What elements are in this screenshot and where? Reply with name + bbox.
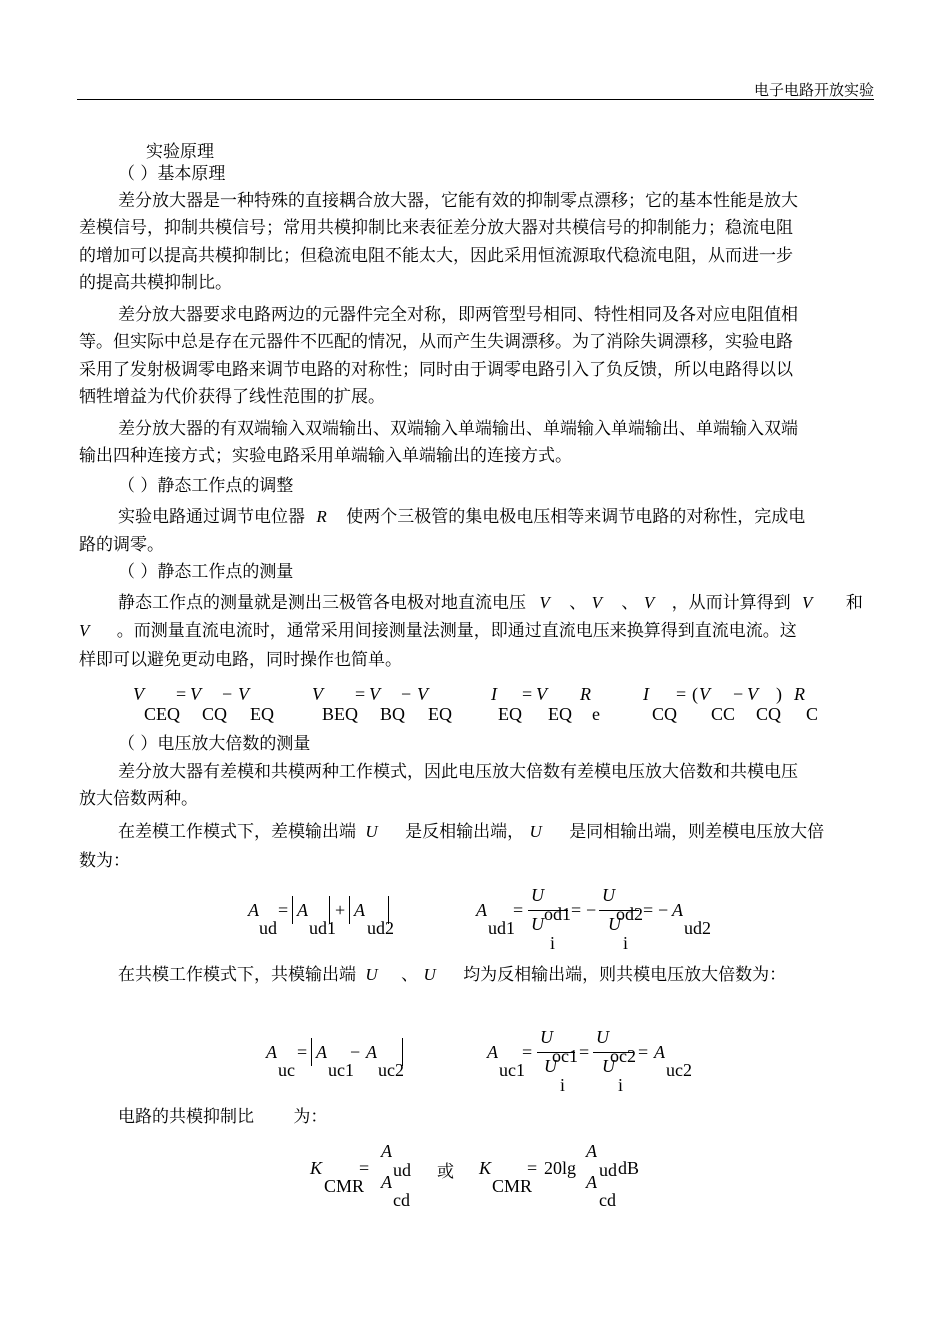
eq3-sub-e: e	[592, 704, 600, 724]
c1-sub-uc1: uc1	[328, 1060, 354, 1080]
d1-sub-ud2: ud2	[367, 918, 394, 938]
eq4-v2: V	[747, 684, 758, 704]
eq4-sub-c: C	[806, 704, 819, 724]
c2-a: A	[487, 1042, 498, 1062]
subsection-basic-heading: （ ）基本原理	[118, 164, 226, 184]
eq1-sub-cq: CQ	[202, 704, 228, 724]
p1-line-3: 的增加可以提高共模抑制比；但稳流电阻不能太大，因此采用恒流源取代稳流电阻，从而进一步	[79, 245, 793, 266]
eq3-r: R	[580, 684, 591, 704]
eq2-eq: =	[355, 684, 366, 704]
p3-line-2: 输出四种连接方式；实验电路采用单端输入单端输出的连接方式。	[79, 446, 572, 467]
d1-plus: +	[335, 900, 346, 920]
p8-sep: 、	[401, 965, 419, 985]
d2-sub-od1: od1	[544, 904, 571, 924]
k1-eq: =	[359, 1158, 370, 1178]
d2-minus: −	[586, 900, 597, 920]
p1-line-2: 差模信号，抑制共模信号；常用共模抑制比来表征差分放大器对共模信号的抑制能力；稳流电阻	[79, 218, 793, 239]
paragraph-8	[118, 960, 786, 985]
paragraph-9	[118, 1102, 327, 1127]
subsection-static-measure-heading: （ ）静态工作点的测量	[118, 562, 294, 582]
c2-frac-line-2	[593, 1052, 633, 1053]
p7-text-b: 是反相输出端，	[405, 822, 525, 842]
k1-sub-ud: ud	[393, 1160, 411, 1180]
p4-text-b: 使两个三极管的集电极电压相等来调节电路的对称性，完成电	[346, 507, 806, 527]
k2-sub-cd: cd	[599, 1190, 616, 1210]
paragraph-6	[79, 759, 872, 814]
paragraph-4-line-1	[118, 502, 805, 527]
d1-sub-ud: ud	[259, 918, 277, 938]
eq4-sub-cc: CC	[711, 704, 736, 724]
k2-a-den: A	[586, 1172, 597, 1192]
c2-u-den: U	[544, 1056, 557, 1076]
d1-eq: =	[278, 900, 289, 920]
eq1-v3: V	[238, 684, 249, 704]
c2-sub-oc2: oc2	[610, 1046, 636, 1066]
k2-a-num: A	[586, 1141, 597, 1161]
header-title: 电子电路开放实验	[753, 81, 874, 99]
k2-db: dB	[618, 1158, 640, 1178]
p5-sep-1: 、	[569, 593, 587, 613]
eq3-i: I	[491, 684, 497, 704]
eq1-sub-ceq: CEQ	[144, 704, 180, 724]
d2-eq3: =	[643, 900, 654, 920]
c2-eq: =	[522, 1042, 533, 1062]
d2-sub-i: i	[550, 933, 556, 953]
c2-frac-line-1	[537, 1052, 575, 1053]
p5-var-2: V	[591, 593, 602, 612]
p5-text-a: 静态工作点的测量就是测出三极管各电极对地直流电压	[118, 593, 526, 613]
eq4-rparen: )	[776, 684, 782, 704]
c1-minus: −	[350, 1042, 361, 1062]
cmrr-or: 或	[437, 1162, 454, 1182]
header-rule	[77, 99, 874, 100]
c1-eq: =	[297, 1042, 308, 1062]
eq4-r: R	[794, 684, 805, 704]
c1-a: A	[266, 1042, 277, 1062]
p2-line-2: 等。但实际中总是存在元器件不匹配的情况，从而产生失调漂移。为了消除失调漂移，实验电路	[79, 332, 793, 353]
c2-sub-uc1: uc1	[499, 1060, 525, 1080]
d1-a2: A	[354, 900, 365, 920]
c2-sub-uc2: uc2	[666, 1060, 692, 1080]
k1-a-num: A	[381, 1141, 392, 1161]
k2-20lg: 20lg	[544, 1158, 577, 1178]
eq2-v2: V	[369, 684, 380, 704]
k2-k: K	[479, 1158, 492, 1178]
d2-sub-i2: i	[623, 933, 629, 953]
c1-a2: A	[366, 1042, 377, 1062]
paragraph-2	[79, 302, 872, 411]
p3-line-1: 差分放大器的有双端输入双端输出、双端输入单端输出、单端输入单端输出、单端输入双端	[118, 419, 798, 439]
eq2-v: V	[312, 684, 323, 704]
eq1-minus: −	[222, 684, 233, 704]
p5-var-1: V	[539, 593, 550, 612]
d1-a1: A	[297, 900, 308, 920]
p1-line-1: 差分放大器是一种特殊的直接耦合放大器，它能有效的抑制零点漂移；它的基本性能是放大	[118, 191, 798, 211]
c1-sub-uc2: uc2	[378, 1060, 404, 1080]
p5-var-3: V	[643, 593, 655, 612]
p7-var-u1: U	[365, 822, 378, 841]
p8-var-u2: U	[423, 965, 436, 984]
d2-frac-line-2	[599, 910, 639, 911]
eq4-lparen: (	[692, 684, 698, 704]
c1-abs-bar-1	[311, 1038, 312, 1066]
c2-sub-i: i	[560, 1075, 566, 1095]
eq2-v3: V	[417, 684, 428, 704]
p5-var-5: V	[79, 621, 90, 640]
eq3-eq: =	[522, 684, 533, 704]
p7-text-a: 在差模工作模式下，差模输出端	[118, 822, 356, 842]
p7-var-u2: U	[529, 822, 542, 841]
d1-abs-bar-4	[388, 896, 389, 924]
eq1-v: V	[133, 684, 144, 704]
d2-sub-ud2: ud2	[684, 918, 711, 938]
p1-line-4: 的提高共模抑制比。	[79, 272, 232, 293]
p9-text-a: 电路的共模抑制比	[118, 1107, 254, 1127]
paragraph-5-line-1	[118, 588, 863, 613]
p5-and: 和	[845, 593, 863, 613]
k1-sub-cd: cd	[393, 1190, 410, 1210]
d2-minus2: −	[658, 900, 669, 920]
c2-eq3: =	[638, 1042, 649, 1062]
paragraph-7-line-1	[118, 817, 824, 842]
d2-sub-od2: od2	[616, 904, 643, 924]
eq2-minus: −	[401, 684, 412, 704]
p5-var-4: V	[802, 593, 813, 612]
c2-u-num2: U	[596, 1027, 609, 1047]
d1-a: A	[248, 900, 259, 920]
paragraph-7-line-2: 数为：	[79, 851, 130, 871]
d2-eq: =	[513, 900, 524, 920]
p5-text-b: ，从而计算得到	[671, 593, 791, 613]
k1-a-den: A	[381, 1172, 392, 1192]
paragraph-3	[79, 416, 872, 471]
eq4-sub-cq2: CQ	[756, 704, 782, 724]
d2-u-num: U	[531, 885, 544, 905]
eq1-v2: V	[190, 684, 201, 704]
p5-sep-2: 、	[621, 593, 639, 613]
eq2-sub-beq: BEQ	[322, 704, 358, 724]
p8-var-u1: U	[365, 965, 378, 984]
p6-line-1: 差分放大器有差模和共模两种工作模式，因此电压放大倍数有差模电压放大倍数和共模电压	[118, 762, 798, 782]
d2-u-den2: U	[608, 914, 621, 934]
c2-sub-oc1: oc1	[552, 1046, 578, 1066]
paragraph-5-line-3: 样即可以避免更动电路，同时操作也简单。	[79, 650, 402, 670]
p2-line-1: 差分放大器要求电路两边的元器件完全对称，即两管型号相同、特性相同及各对应电阻值相	[118, 305, 798, 325]
d2-frac-line-1	[528, 910, 568, 911]
c2-u-den2: U	[602, 1056, 615, 1076]
d2-sub-ud1: ud1	[488, 918, 515, 938]
p8-text-a: 在共模工作模式下，共模输出端	[118, 965, 356, 985]
eq1-sub-eq: EQ	[250, 704, 274, 724]
eq4-minus: −	[733, 684, 744, 704]
k1-k: K	[310, 1158, 323, 1178]
paragraph-4-line-2: 路的调零。	[79, 535, 164, 555]
paragraph-5-line-2	[79, 616, 797, 641]
k2-eq: =	[527, 1158, 538, 1178]
eq1-eq: =	[176, 684, 187, 704]
k2-sub-cmr: CMR	[492, 1176, 533, 1196]
eq3-sub-eq2: EQ	[548, 704, 572, 724]
c1-sub-uc: uc	[278, 1060, 295, 1080]
d1-abs-bar-3	[349, 896, 350, 924]
c2-u-num: U	[540, 1027, 553, 1047]
p9-text-b: 为：	[293, 1107, 328, 1127]
subsection-gain-heading: （ ）电压放大倍数的测量	[118, 734, 311, 754]
p2-line-3: 采用了发射极调零电路来调节电路的对称性；同时由于调零电路引入了负反馈，所以电路得以以	[79, 359, 793, 380]
k1-sub-cmr: CMR	[324, 1176, 365, 1196]
d2-eq2: =	[571, 900, 582, 920]
c2-a2: A	[654, 1042, 665, 1062]
d2-u-den: U	[531, 914, 544, 934]
d1-abs-bar-2	[329, 896, 330, 924]
eq3-sub-eq: EQ	[498, 704, 522, 724]
d2-a: A	[476, 900, 487, 920]
d1-abs-bar-1	[292, 896, 293, 924]
c1-abs-bar-2	[402, 1038, 403, 1066]
c2-sub-i2: i	[618, 1075, 624, 1095]
subsection-static-adjust-heading: （ ）静态工作点的调整	[118, 476, 294, 496]
eq2-sub-bq: BQ	[380, 704, 406, 724]
d2-u-num2: U	[602, 885, 615, 905]
eq2-sub-eq: EQ	[428, 704, 452, 724]
p7-text-c: 是同相输出端，则差模电压放大倍	[569, 822, 825, 842]
p2-line-4: 牺牲增益为代价获得了线性范围的扩展。	[79, 386, 385, 407]
paragraph-1	[79, 188, 872, 297]
k2-sub-ud: ud	[599, 1160, 617, 1180]
section-title: 实验原理	[146, 142, 214, 162]
p4-var-r: R	[316, 507, 327, 526]
eq4-i: I	[643, 684, 649, 704]
c2-eq2: =	[579, 1042, 590, 1062]
p5-text-c: 。而测量直流电流时，通常采用间接测量法测量，即通过直流电压来换算得到直流电流。这	[116, 621, 797, 641]
eq4-eq: =	[676, 684, 687, 704]
eq4-sub-cq: CQ	[652, 704, 678, 724]
eq4-v: V	[699, 684, 710, 704]
p6-line-2: 放大倍数两种。	[79, 789, 198, 810]
p4-text-a: 实验电路通过调节电位器	[118, 507, 305, 527]
eq3-v: V	[536, 684, 547, 704]
c1-a1: A	[316, 1042, 327, 1062]
p8-text-b: 均为反相输出端，则共模电压放大倍数为：	[463, 965, 787, 985]
d2-a2: A	[672, 900, 683, 920]
d1-sub-ud1: ud1	[309, 918, 336, 938]
